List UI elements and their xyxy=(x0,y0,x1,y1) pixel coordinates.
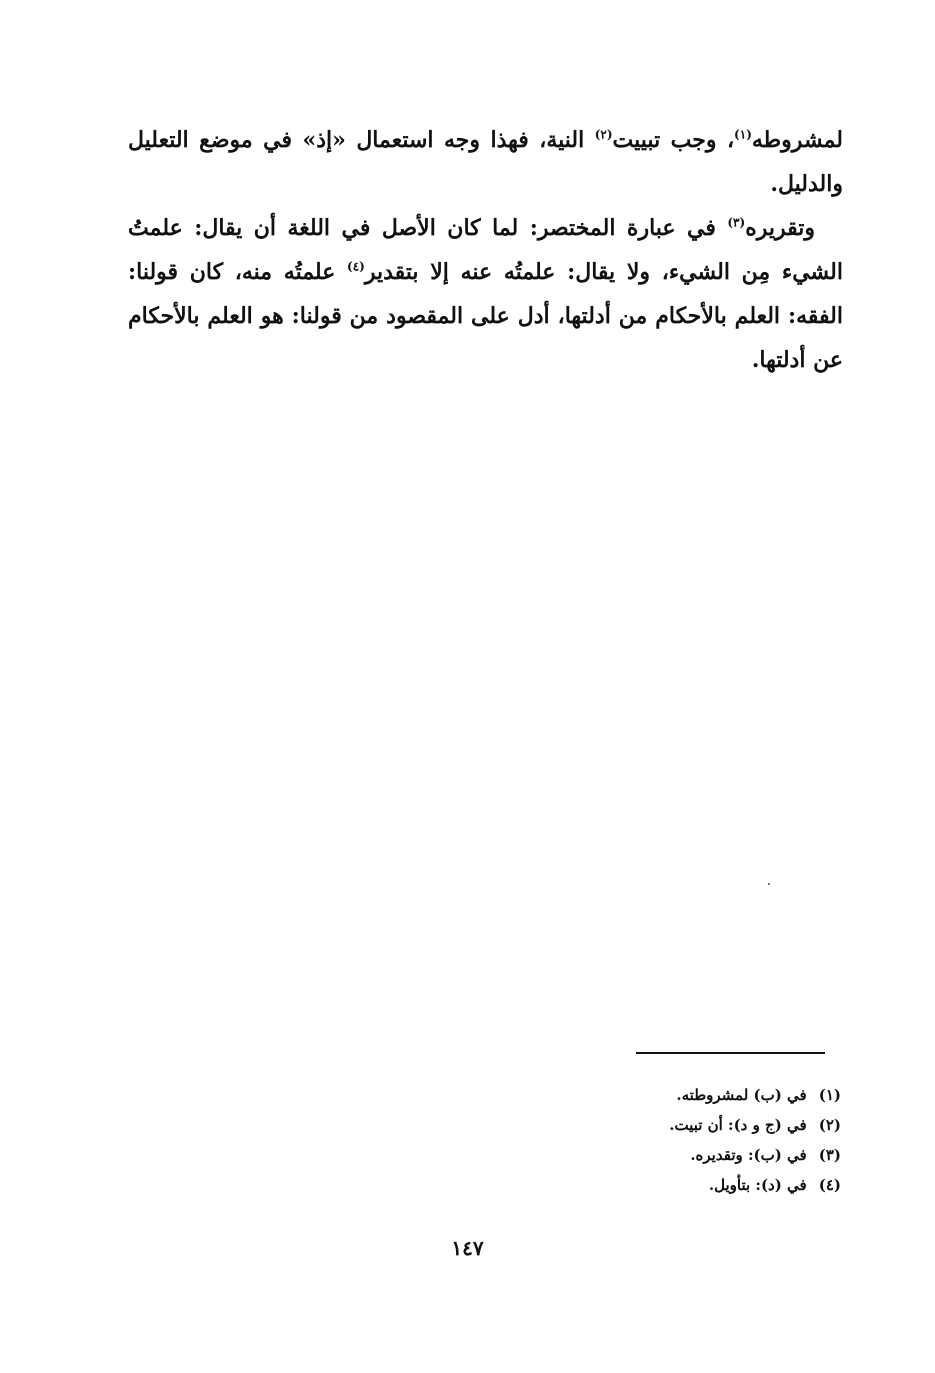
footnote-3-text: في (ب): وتقديره. xyxy=(690,1146,807,1164)
paragraph-2-part-3: علمتُه منه، كان قولنا: الفقه: العلم بالأحكام من أدلتها، أدل على المقصود من قولنا: هو العلم بالأحكام عن أدلتها. xyxy=(128,259,843,373)
footnote-1-text: في (ب) لمشروطته. xyxy=(676,1086,807,1104)
footnote-1 xyxy=(441,1080,841,1110)
footnote-4-number: (٤) xyxy=(818,1176,841,1194)
paragraph-2-part-1: وتقريره xyxy=(745,215,815,241)
footnote-divider xyxy=(636,1052,825,1054)
footnote-3-number: (٣) xyxy=(818,1146,841,1164)
stray-mark xyxy=(768,883,770,885)
footnote-3 xyxy=(441,1140,841,1170)
paragraph-1-part-3: النية، فهذا وجه استعمال «إذ» في موضع التعليل والدليل. xyxy=(128,127,843,197)
footnotes xyxy=(441,1080,841,1200)
footnote-2 xyxy=(441,1110,841,1140)
footnote-2-text: في (ج و د): أن تبيت. xyxy=(669,1116,807,1134)
footnote-4 xyxy=(441,1170,841,1200)
paragraph-1-part-1: لمشروطه xyxy=(751,127,843,153)
paragraph-1-part-2: ، وجب تبييت xyxy=(612,127,735,153)
footnote-4-text: في (د): بتأويل. xyxy=(708,1176,807,1194)
footnote-ref-1: (١) xyxy=(734,127,752,142)
paragraph-2-part-2: في عبارة المختصر: لما كان الأصل في اللغة أن يقال: علمتُ الشيء مِن الشيء، ولا يقال: علمتُه عنه إلا بتقدير xyxy=(128,215,843,285)
footnote-2-number: (٢) xyxy=(818,1116,841,1134)
main-text xyxy=(128,118,843,382)
footnote-ref-4: (٤) xyxy=(347,259,365,274)
page-number: ١٤٧ xyxy=(451,1236,484,1260)
footnote-1-number: (١) xyxy=(818,1086,841,1104)
footnote-ref-3: (٣) xyxy=(727,215,746,230)
footnote-ref-2: (٢) xyxy=(594,127,613,142)
paragraph-1 xyxy=(128,118,843,206)
paragraph-2 xyxy=(128,206,843,382)
